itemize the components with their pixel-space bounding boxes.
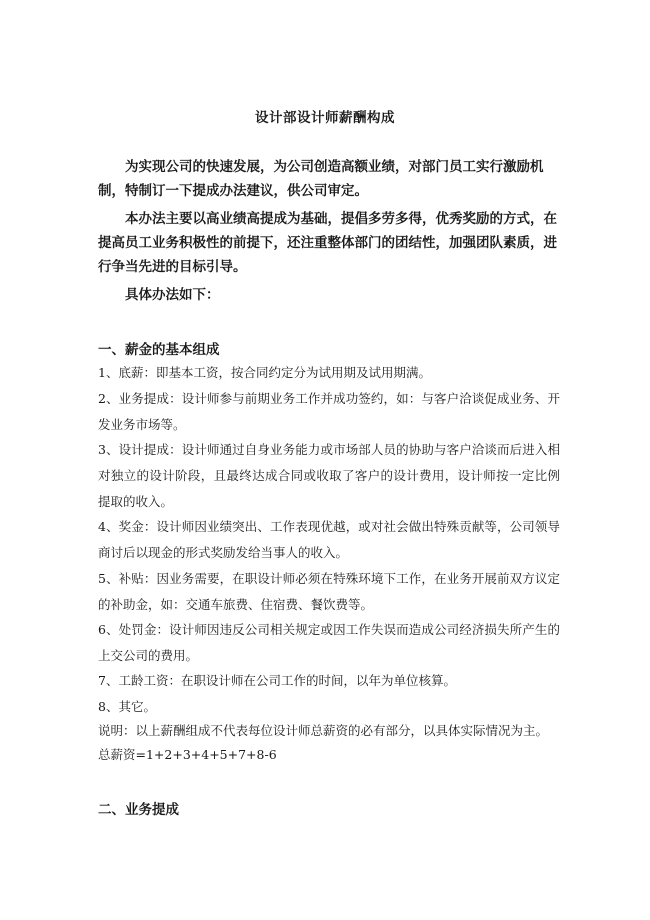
salary-note: 说明：以上薪酬组成不代表每位设计师总薪资的必有部分，以具体实际情况为主。: [98, 723, 549, 738]
list-item: 2、业务提成：设计师参与前期业务工作并成功签约，如：与客户洽谈促成业务、开发业务市场等。: [98, 391, 560, 432]
list-item: 8、其它。: [98, 699, 156, 714]
intro-paragraph-3: 具体办法如下：: [125, 287, 220, 303]
salary-formula: 总薪资=1+2+3+4+5+7+8-6: [98, 747, 277, 762]
intro-paragraph-1: 为实现公司的快速发展，为公司创造高额业绩，对部门员工实行激励机制，特制订一下提成办法建议，供公司审定。: [98, 159, 544, 199]
list-item: 3、设计提成：设计师通过自身业务能力或市场部人员的协助与客户洽谈而后进入相对独立的设计阶段，且最终达成合同或收取了客户的设计费用，设计师按一定比例提取的收入。: [98, 442, 560, 509]
intro-paragraph-2: 本办法主要以高业绩高提成为基础，提倡多劳多得，优秀奖励的方式，在提高员工业务积极性的前提下，还注重整体部门的团结性，加强团队素质，进行争当先进的目标引导。: [98, 211, 557, 275]
document-title: 设计部设计师薪酬构成: [255, 110, 395, 126]
section-heading-2: 二、业务提成: [98, 802, 179, 818]
section-heading-1: 一、薪金的基本组成: [98, 342, 220, 358]
list-item: 6、处罚金：设计师因违反公司相关规定或因工作失误而造成公司经济损失所产生的上交公司的费用。: [98, 622, 560, 663]
list-item: 7、工龄工资：在职设计师在公司工作的时间，以年为单位核算。: [98, 673, 456, 688]
list-item: 4、奖金：设计师因业绩突出、工作表现优越，或对社会做出特殊贡献等，公司领导商讨后以现金的形式奖励发给当事人的收入。: [98, 519, 560, 560]
list-item: 1、底薪：即基本工资，按合同约定分为试用期及试用期满。: [98, 365, 431, 380]
list-item: 5、补贴：因业务需要，在职设计师必须在特殊环境下工作，在业务开展前双方议定的补助金，如：交通车旅费、住宿费、餐饮费等。: [98, 571, 560, 612]
